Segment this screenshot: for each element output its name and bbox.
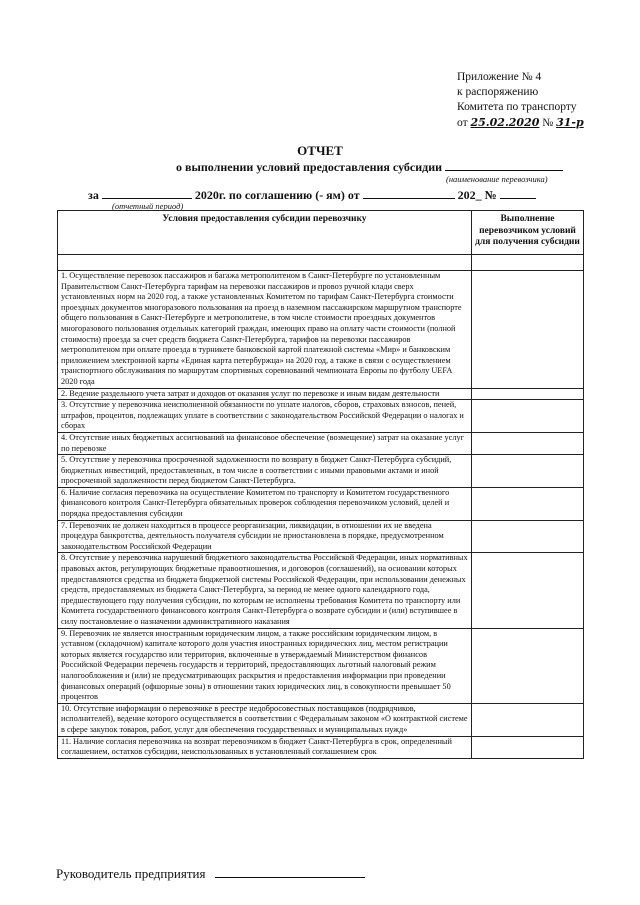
condition-6: 6. Наличие согласия перевозчика на осуществление Комитетом по транспорту и Комитетом государственного финансового контроля Санкт-Петербурга обязательных проверок соблюдения перевозчиком условий, целей и порядка предоставления субсидии xyxy=(58,487,472,520)
carrier-hint: (наименование перевозчика) xyxy=(446,174,548,184)
condition-3: 3. Отсутствие у перевозчика неисполненной обязанности по уплате налогов, сборов, страховых взносов, пеней, штрафов, процентов, подлежащих уплате в соответствии с законодательством Российской Федерации о налогах и сборах xyxy=(58,400,472,433)
fulfillment-cell-4[interactable] xyxy=(472,432,584,454)
period-hint: (отчетный период) xyxy=(112,201,184,211)
header-conditions: Условия предоставления субсидии перевозчику xyxy=(58,211,472,255)
table-row xyxy=(58,455,584,488)
handwritten-date: 25.02.2020 xyxy=(470,116,540,129)
appendix-line-3: Комитета по транспорту xyxy=(457,101,577,113)
fulfillment-cell-3[interactable] xyxy=(472,400,584,433)
report-subtitle xyxy=(176,160,563,175)
condition-7: 7. Перевозчик не должен находиться в процессе реорганизации, ликвидации, в отношении их не введена процедура банкротства, деятельность получателя субсидии не приостановлена в порядке, предусмотренном законодательством Российской Федерации xyxy=(58,520,472,553)
condition-2: 2. Ведение раздельного учета затрат и доходов от оказания услуг по перевозке и иным видам деятельности xyxy=(58,388,472,400)
report-title: ОТЧЕТ xyxy=(297,143,343,158)
condition-1: 1. Осуществление перевозок пассажиров и багажа метрополитеном в Санкт-Петербурге по установленным Правительством Санкт-Петербурга тарифам на перевозки пассажиров и провоз ручной клади сверх установленных норм на 2020 год, а также установленных Комитетом по тарифам Санкт-Петербурга стоимости проездных документов многоразового пользования на проезд в наземном пассажирском маршрутном транспорте общего пользования в Санкт-Петербурге и метрополитене, в том числе стоимости проездных документов многоразового пользования отдельных категорий граждан, имеющих право на оплату части стоимости (полной стоимости) проезда за счет средств бюджета Санкт-Петербурга, тарифов на перевозки пассажиров метрополитеном при оплате проезда в турникете банковской картой платежной системы «Мир» и банковским приложением электронной карты «Единая карта петербуржца» на 2020 год, а также в связи с осуществлением транспортного обслуживания по маршрутам спортивных соревнований чемпионата Европы по футболу UEFA 2020 года xyxy=(58,271,472,389)
condition-11: 11. Наличие согласия перевозчика на возврат перевозчиком в бюджет Санкт-Петербурга в срок, определенный соглашением, остатков субсидии, неиспользованных в установленный соглашением срок xyxy=(58,736,472,758)
table-row xyxy=(58,487,584,520)
table-row xyxy=(58,703,584,736)
period-year-suffix: 202_ xyxy=(457,188,482,202)
carrier-name-blank[interactable] xyxy=(445,160,563,171)
appendix-line-1: Приложение № 4 xyxy=(457,71,542,83)
condition-4: 4. Отсутствие иных бюджетных ассигнований на финансовое обеспечение (возмещение) затрат на оказание услуг по перевозке xyxy=(58,432,472,454)
signature-line xyxy=(56,866,365,882)
subtitle-text: о выполнении условий предоставления субсидии xyxy=(176,160,443,174)
date-prefix: от xyxy=(457,117,468,129)
condition-8: 8. Отсутствие у перевозчика нарушений бюджетного законодательства Российской Федерации, иных нормативных правовых актов, регулирующих бюджетные правоотношения, и договоров (соглашений), на основании которых предоставляются средства из бюджета бюджетной системы Российской Федерации, при использовании денежных средств, предоставляемых из бюджета Санкт-Петербурга, за период не менее одного календарного года, предшествующего году получения субсидии, по которым не исполнены требования Комитета по транспорту или Комитета государственного финансового контроля Санкт-Петербурга о возврате субсидии и (или) вступившее в силу постановление о назначении административного наказания xyxy=(58,553,472,628)
fulfillment-cell-8[interactable] xyxy=(472,553,584,628)
conditions-table xyxy=(57,210,584,759)
number-prefix: № xyxy=(542,117,554,129)
fulfillment-cell-6[interactable] xyxy=(472,487,584,520)
condition-10: 10. Отсутствие информации о перевозчике в реестре недобросовестных поставщиков (подрядчиков, исполнителей), ведение которого осуществляется в соответствии с Федеральным законом «О контрактной системе в сфере закупок товаров, работ, услуг для обеспечения государственных и муниципальных нужд» xyxy=(58,703,472,736)
period-blank[interactable] xyxy=(102,188,192,199)
fulfillment-cell-2[interactable] xyxy=(472,388,584,400)
appendix-line-2: к распоряжению xyxy=(457,86,539,98)
condition-5: 5. Отсутствие у перевозчика просроченной задолженности по возврату в бюджет Санкт-Петербурга субсидий, бюджетных инвестиций, предоставленных, в том числе в соответствии с иными правовыми актами и иной просроченной задолженности перед бюджетом Санкт-Петербурга. xyxy=(58,455,472,488)
header-fulfillment: Выполнение перевозчиком условий для получения субсидии xyxy=(472,211,584,255)
fulfillment-cell-1[interactable] xyxy=(472,271,584,389)
table-header-row xyxy=(58,211,584,255)
table-row xyxy=(58,520,584,553)
table-row xyxy=(58,400,584,433)
period-year-text: 2020г. по соглашению (- ям) от xyxy=(194,188,360,202)
fulfillment-cell-7[interactable] xyxy=(472,520,584,553)
agreement-number-blank[interactable] xyxy=(500,188,536,199)
period-number-sign: № xyxy=(484,188,497,202)
table-row xyxy=(58,388,584,400)
appendix-block xyxy=(457,70,584,131)
table-row xyxy=(58,628,584,703)
table-row xyxy=(58,736,584,758)
signature-blank[interactable] xyxy=(215,866,365,878)
table-spacer-row xyxy=(58,255,584,271)
agreement-date-blank[interactable] xyxy=(363,188,455,199)
table-row xyxy=(58,432,584,454)
handwritten-number: 31-р xyxy=(556,116,584,129)
fulfillment-cell-5[interactable] xyxy=(472,455,584,488)
fulfillment-cell-11[interactable] xyxy=(472,736,584,758)
appendix-date-line xyxy=(457,115,584,131)
table-row xyxy=(58,271,584,389)
condition-9: 9. Перевозчик не является иностранным юридическим лицом, а также российским юридическим лицом, в уставном (складочном) капитале которого доля участия иностранных юридических лиц, местом регистрации которых является государство или территория, включенные в утверждаемый Министерством финансов Российской Федерации перечень государств и территорий, предоставляющих льготный налоговый режим налогообложения и (или) не предусматривающих раскрытия и предоставления информации при проведении финансовых операций (офшорные зоны) в отношении таких юридических лиц, в совокупности превышает 50 процентов xyxy=(58,628,472,703)
fulfillment-cell-9[interactable] xyxy=(472,628,584,703)
fulfillment-cell-10[interactable] xyxy=(472,703,584,736)
signature-label: Руководитель предприятия xyxy=(56,866,206,881)
table-row xyxy=(58,553,584,628)
period-prefix: за xyxy=(88,188,99,202)
